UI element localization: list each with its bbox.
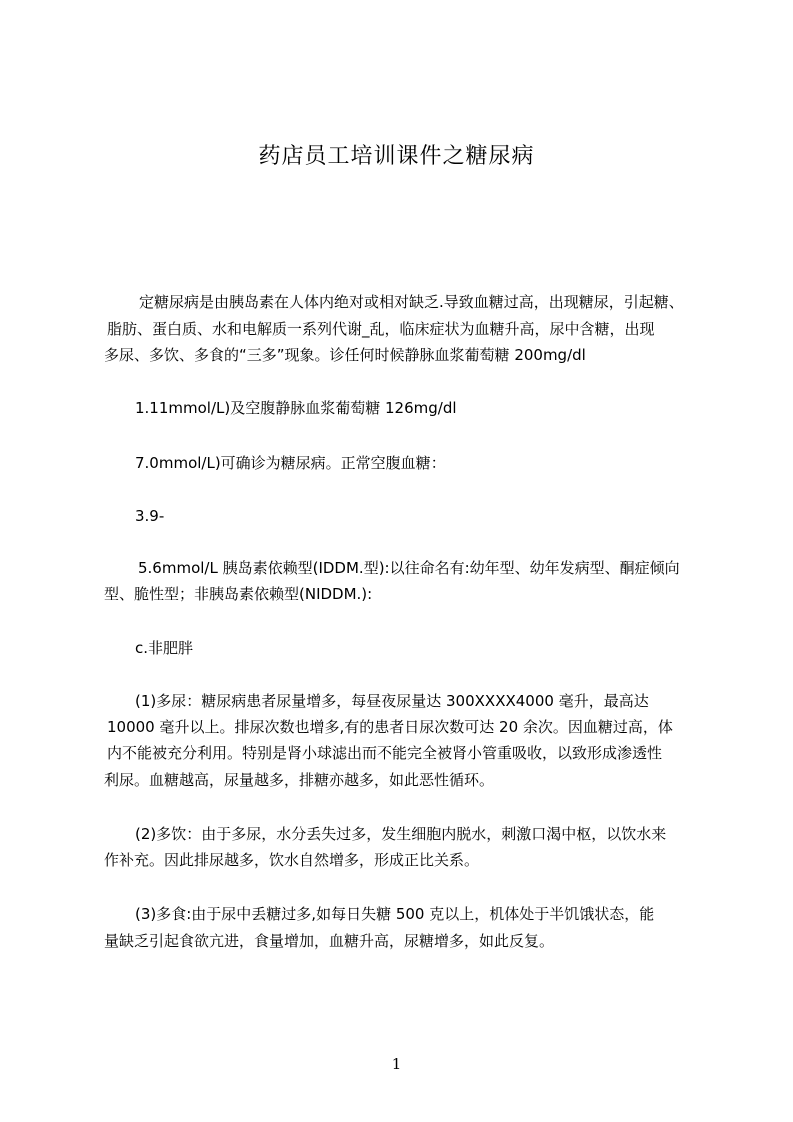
paragraph-line: 型、脆性型；非胰岛素依赖型(NIDDM.): <box>104 585 373 603</box>
paragraph-line: 5.6mmol/L 胰岛素依赖型(IDDM.型):以往命名有:幼年型、幼年发病型、酮症倾向 <box>138 559 680 577</box>
paragraph-line: 1.11mmol/L)及空腹静脉血浆葡萄糖 126mg/dl <box>135 399 457 417</box>
paragraph-line: 量缺乏引起食欲亢进，食量增加，血糖升高，尿糖增多，如此反复。 <box>104 932 555 950</box>
paragraph-line: 利尿。血糖越高，尿量越多，排糖亦越多，如此恶性循环。 <box>104 771 495 789</box>
paragraph-line: 7.0mmol/L)可确诊为糖尿病。正常空腹血糖： <box>135 454 446 472</box>
paragraph-line: 多尿、多饮、多食的“三多”现象。诊任何时候静脉血浆葡萄糖 200mg/dl <box>104 346 586 364</box>
paragraph-line: 脂肪、蛋白质、水和电解质一系列代谢_乱，临床症状为血糖升高，尿中含糖，出现 <box>107 320 655 338</box>
page-title: 药店员工培训课件之糖尿病 <box>258 144 535 169</box>
paragraph-line: (3)多食:由于尿中丢糖过多,如每日失糖 500 克以上，机体处于半饥饿状态，能 <box>135 905 655 923</box>
paragraph-line: 作补充。因此排尿越多，饮水自然增多，形成正比关系。 <box>104 851 480 869</box>
paragraph-line: (1)多尿：糖尿病患者尿量增多，每昼夜尿量达 300XXXX4000 毫升，最高达 <box>135 692 649 710</box>
paragraph-line: 3.9- <box>135 507 165 525</box>
paragraph-line: (2)多饮：由于多尿，水分丢失过多，发生细胞内脱水，刺激口渴中枢，以饮水来 <box>135 825 667 843</box>
page-number: 1 <box>391 1055 402 1073</box>
paragraph-line: 定糖尿病是由胰岛素在人体内绝对或相对缺乏.导致血糖过高，出现糖尿，引起糖、 <box>139 293 684 311</box>
paragraph-line: 10000 毫升以上。排尿次数也增多,有的患者日尿次数可达 20 余次。因血糖过高，体 <box>107 718 673 736</box>
paragraph-line: c.非肥胖 <box>135 639 194 657</box>
paragraph-line: 内不能被充分利用。特别是肾小球滤出而不能完全被肾小管重吸收，以致形成渗透性 <box>107 744 663 762</box>
